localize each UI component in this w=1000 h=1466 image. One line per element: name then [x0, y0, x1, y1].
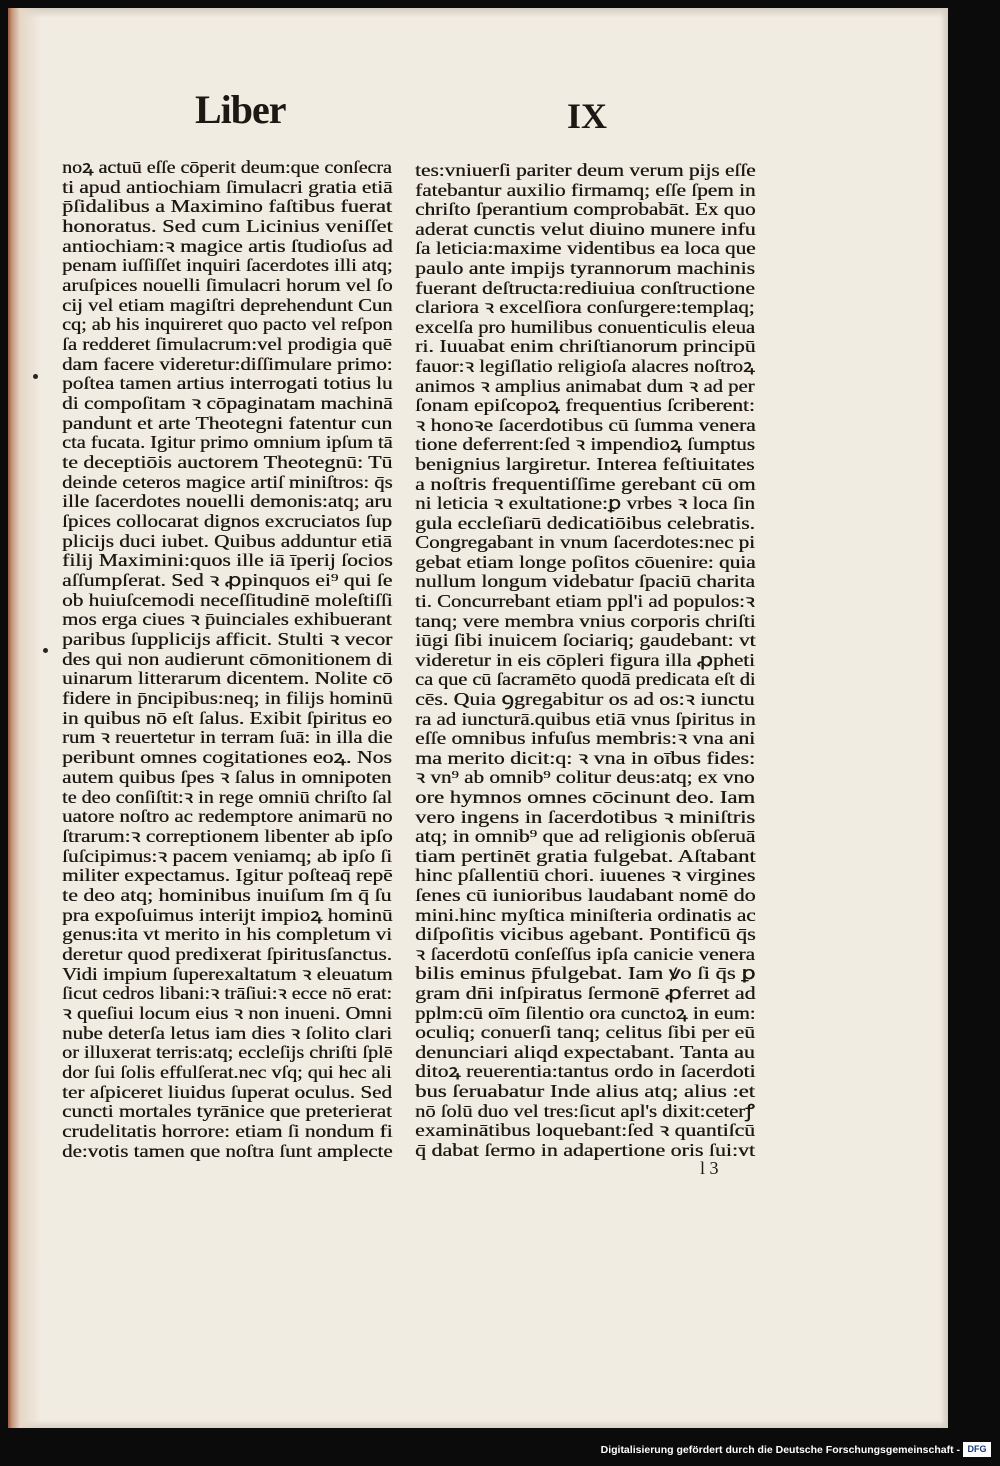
text-line	[415, 592, 755, 612]
line-text: uinarum litterarum dicentem. Nolite cō	[62, 668, 393, 689]
text-line	[62, 433, 392, 453]
text-line	[415, 337, 755, 357]
line-text: Congregabant in vnum ſacerdotes:nec pi	[415, 532, 755, 553]
line-text: ſuſcipimus:ꝛ pacem veniamq; ab ipſo ſi	[62, 845, 392, 866]
chapter-numeral: IX	[567, 96, 608, 136]
text-line	[62, 886, 392, 906]
line-text: genus:ita vt merito in his completum vi	[62, 924, 392, 945]
text-line	[415, 631, 755, 651]
line-text: peribunt omnes cogitationes eoꝝ. Nos	[62, 747, 392, 768]
text-line	[415, 964, 755, 984]
line-text: noꝝ actuū eſſe cōperit deum:que conſecra	[62, 157, 392, 177]
text-line	[62, 394, 392, 414]
text-line	[62, 610, 392, 630]
line-text: pandunt et arte Theotegni fatentur cun	[62, 412, 393, 433]
text-line	[62, 709, 392, 729]
text-line	[415, 239, 755, 259]
line-text: paribus ſupplicijs afficit. Stulti ꝛ vecor	[62, 629, 393, 650]
line-text: ra ad iuncturā.quibus etiā vnus ſpiritus in	[415, 708, 756, 729]
text-line	[62, 788, 392, 808]
line-text: cēs. Quia ꝯgregabitur os ad os:ꝛ iunctu	[415, 689, 755, 710]
text-line	[62, 1004, 392, 1024]
text-line	[415, 827, 755, 847]
line-text: gula eccleſiarū dedicatiōibus celebratis.	[415, 512, 755, 533]
text-line	[415, 475, 755, 495]
dfg-logo: DFG	[963, 1442, 991, 1457]
text-line	[415, 1102, 755, 1122]
text-line	[415, 866, 755, 886]
text-line	[62, 473, 392, 493]
line-text: or illuxerat terris:atq; eccleſijs chriſti ſplē	[62, 1042, 393, 1063]
line-text: q̄ dabat ſermo in adapertione oris ſui:vt	[415, 1139, 755, 1160]
text-line	[415, 298, 755, 318]
text-column-left	[62, 158, 392, 1161]
line-text: ꝛ vn⁹ ab omnib⁹ colitur deus:atq; ex vno	[415, 767, 755, 788]
text-line	[62, 748, 392, 768]
text-line	[62, 296, 392, 316]
line-text: cij vel etiam magiſtri deprehendunt Cun	[62, 294, 393, 315]
text-line	[62, 414, 392, 434]
text-line	[62, 965, 392, 985]
line-text: ſicut cedros libani:ꝛ trāſiui:ꝛ ecce nō erat:	[62, 983, 392, 1004]
text-line	[415, 925, 755, 945]
line-text: filij Maximini:quos ille iā īperij ſocios	[62, 550, 393, 571]
line-text: diſpoſitis vicibus agebant. Pontificū q̄s	[415, 924, 756, 945]
line-text: p̄ſidalibus a Maximino faſtibus fuerat	[62, 196, 392, 217]
line-text: animos ꝛ amplius animabat dum ꝛ ad per	[415, 375, 755, 396]
text-line	[415, 788, 755, 808]
line-text: ſtrarum:ꝛ correptionem libenter ab ipſo	[62, 825, 393, 846]
text-line	[415, 612, 755, 632]
line-text: mini.hinc myſtica miniſteria ordinatis ac	[415, 904, 756, 925]
line-text: ꝛ honoꝛe ſacerdotibus cū ſumma venera	[415, 414, 756, 435]
text-line	[415, 357, 755, 377]
line-text: nullum longum videbatur ſpaciū charita	[415, 571, 755, 592]
line-text: ſonam epiſcopoꝝ frequentius ſcriberent:	[415, 395, 755, 416]
text-line	[415, 1082, 755, 1102]
text-line	[415, 514, 755, 534]
digitization-credit: Digitalisierung gefördert durch die Deutsche Forschungsgemeinschaft -	[600, 1444, 960, 1456]
text-line	[62, 178, 392, 198]
text-line	[415, 572, 755, 592]
text-line	[62, 492, 392, 512]
line-text: antiochiam:ꝛ magice artis ſtudioſus ad	[62, 235, 393, 256]
text-line	[62, 984, 392, 1004]
text-line	[415, 181, 755, 201]
text-line	[62, 591, 392, 611]
text-line	[415, 984, 755, 1004]
line-text: aſſumpſerat. Sed ꝛ ꝓpinquos ei⁹ qui ſe	[62, 570, 393, 591]
line-text: videretur in eis cōpleri figura illa ꝓpheti	[415, 649, 755, 670]
line-text: de:votis tamen que noſtra ſunt amplecte	[62, 1140, 393, 1161]
text-line	[415, 670, 755, 690]
line-text: tione deferrent:ſed ꝛ impendioꝝ ſumptus	[415, 434, 755, 455]
text-line	[415, 161, 755, 181]
text-line	[415, 455, 755, 475]
text-line	[415, 494, 755, 514]
line-text: ꝛ ſacerdotū conſeſſus ipſa canicie venera	[415, 943, 755, 964]
line-text: tanq; vere membra vnius corporis chriſti	[415, 610, 756, 631]
text-line	[62, 158, 392, 178]
line-text: denunciari aliqd expectabant. Tanta au	[415, 1041, 755, 1062]
running-title: Liber	[195, 87, 286, 132]
line-text: dam facere videretur:diſſimulare primo:	[62, 353, 393, 374]
text-line	[62, 532, 392, 552]
line-text: ri. Iuuabat enim chriſtianorum principū	[415, 336, 756, 357]
text-line	[62, 847, 392, 867]
text-line	[62, 197, 392, 217]
line-text: cta fucata. Igitur primo omnium ipſum tā	[62, 432, 393, 453]
text-line	[62, 315, 392, 335]
text-line	[62, 1122, 392, 1142]
line-text: te deo conſiſtit:ꝛ in rege omniū chriſto ſal	[62, 786, 392, 807]
text-line	[415, 279, 755, 299]
line-text: uatore noſtro ac redemptore animarū no	[62, 806, 393, 827]
text-line	[62, 906, 392, 926]
line-text: fidere in p̄ncipibus:neq; in filijs hominū	[62, 688, 393, 709]
text-line	[415, 768, 755, 788]
line-text: ni leticia ꝛ exultatione:ꝑ vrbes ꝛ loca ſin	[415, 493, 755, 514]
line-text: gebat etiam longe poſitos cōuenire: quia	[415, 551, 756, 572]
line-text: fatebantur auxilio firmamq; eſſe ſpem in	[415, 179, 756, 200]
line-text: ditoꝝ reuerentia:tantus ordo in ſacerdoti	[415, 1061, 756, 1082]
text-line	[62, 630, 392, 650]
text-line	[62, 453, 392, 473]
line-text: Vidi impium ſuperexaltatum ꝛ eleuatum	[62, 963, 393, 984]
text-line	[415, 729, 755, 749]
text-line	[415, 259, 755, 279]
text-line	[415, 1043, 755, 1063]
line-text: in quibus nō eſt ſalus. Exibit ſpiritus eo	[62, 707, 392, 728]
line-text: ma merito dicit:q: ꝛ vna in oībus fides:	[415, 747, 755, 768]
text-line	[62, 1063, 392, 1083]
text-line	[415, 416, 755, 436]
text-line	[62, 217, 392, 237]
line-text: vero ingens in ſacerdotibus ꝛ miniſtris	[415, 806, 755, 827]
line-text: nō ſolū duo vel tres:ſicut apl's dixit:ceterꝭ	[415, 1100, 755, 1121]
line-text: bilis eminus p̄fulgebat. Iam ꝟo ſi q̄s ꝑ	[415, 963, 756, 984]
line-text: des qui non audierunt cōmonitionem di	[62, 648, 393, 669]
line-text: gram dn̄i inſpiratus ſermonē ꝓferret ad	[415, 982, 756, 1003]
line-text: ſa redderet ſimulacrum:vel prodigia quē	[62, 334, 392, 355]
line-text: poſtea tamen artius interrogati totius lu	[62, 373, 393, 394]
text-line	[62, 945, 392, 965]
text-line	[62, 866, 392, 886]
line-text: nube deterſa letus iam dies ꝛ ſolito clari	[62, 1022, 392, 1043]
line-text: dor ſui ſolis effulſerat.nec vſq; qui hec ali	[62, 1061, 392, 1082]
line-text: eſſe omnibus infuſus membris:ꝛ vna ani	[415, 728, 755, 749]
line-text: ille ſacerdotes nouelli demonis:atq; aru	[62, 491, 392, 512]
text-line	[62, 669, 392, 689]
signature-mark: l 3	[700, 1158, 719, 1178]
line-text: autem quibus ſpes ꝛ ſalus in omnipoten	[62, 766, 392, 787]
line-text: atq; in omnib⁹ que ad religionis obſeruā	[415, 826, 756, 847]
line-text: paulo ante impijs tyrannorum machinis	[415, 257, 755, 278]
line-text: cuncti mortales tyrānice que preterierat	[62, 1101, 392, 1122]
text-line	[415, 886, 755, 906]
margin-dot	[33, 374, 38, 379]
line-text: a noſtris frequentiſſime gerebant cū om	[415, 473, 756, 494]
line-text: di compoſitam ꝛ cōpaginatam machinā	[62, 393, 393, 414]
line-text: ſpices collocarat dignos excruciatos ſup	[62, 511, 392, 532]
text-line	[415, 1004, 755, 1024]
line-text: honoratus. Sed cum Licinius veniſſet	[62, 216, 393, 237]
text-line	[62, 237, 392, 257]
text-line	[62, 689, 392, 709]
line-text: tiam pertinēt gratia fulgebat. Aſtabant	[415, 845, 756, 866]
text-line	[62, 827, 392, 847]
text-line	[62, 768, 392, 788]
line-text: tes:vniuerſi pariter deum verum pijs eſſe	[415, 160, 756, 180]
line-text: rum ꝛ reuertetur in terram ſuā: in illa die	[62, 727, 393, 748]
line-text: ter aſpiceret liuidus ſuperat oculus. Sed	[62, 1081, 392, 1102]
text-line	[62, 1024, 392, 1044]
text-line	[415, 1023, 755, 1043]
line-text: oculiq; conuerſi tanq; celitus ſibi per eū	[415, 1022, 755, 1043]
text-line	[62, 512, 392, 532]
line-text: aruſpices nouelli ſimulacri horum vel ſo	[62, 275, 393, 296]
line-text: pplm:cū oīm ſilentio ora cunctoꝝ in eum:	[415, 1002, 756, 1023]
text-line	[415, 847, 755, 867]
text-line	[415, 200, 755, 220]
line-text: ꝛ queſiui locum eius ꝛ non inueni. Omni	[62, 1002, 393, 1023]
text-line	[62, 374, 392, 394]
line-text: ſa leticia:maxime videntibus ea loca que	[415, 238, 756, 259]
line-text: fauor:ꝛ legiſlatio religioſa alacres noſtroꝝ	[415, 355, 755, 376]
margin-dot	[43, 648, 48, 653]
text-line	[62, 925, 392, 945]
text-line	[62, 256, 392, 276]
text-line	[62, 1043, 392, 1063]
text-column-right	[415, 161, 755, 1160]
text-line	[415, 945, 755, 965]
line-text: ob huiuſcemodi neceſſitudinē moleſtiſſi	[62, 589, 393, 610]
line-text: ti. Concurrebant etiam ppl'i ad populos:ꝛ	[415, 591, 755, 612]
line-text: ore hymnos omnes cōcinunt deo. Iam	[415, 787, 755, 807]
line-text: clariora ꝛ excelſiora conſurgere:templaq;	[415, 297, 755, 318]
line-text: examinātibus loquebant:ſed ꝛ quantiſcū	[415, 1120, 755, 1141]
text-line	[415, 533, 755, 553]
line-text: ca que cū ſacramēto quodā predicata eſt di	[415, 669, 756, 690]
line-text: benignius largiretur. Interea feſtiuitates	[415, 453, 755, 474]
text-line	[415, 377, 755, 397]
line-text: crudelitatis horrore: etiam ſi nondum fi	[62, 1120, 393, 1141]
text-line	[415, 690, 755, 710]
line-text: ti apud antiochiam ſimulacri gratia etiā	[62, 176, 393, 197]
text-line	[415, 396, 755, 416]
line-text: cq; ab his inquireret quo pacto vel reſpon	[62, 314, 393, 335]
text-line	[415, 749, 755, 769]
text-line	[62, 650, 392, 670]
text-line	[62, 728, 392, 748]
text-line	[415, 651, 755, 671]
line-text: te deo atq; hominibus inuiſum ſm q̄ ſu	[62, 884, 392, 905]
text-line	[415, 808, 755, 828]
text-line	[62, 1102, 392, 1122]
line-text: pra expoſuimus interijt impioꝝ hominū	[62, 904, 393, 925]
line-text: deretur quod predixerat ſpiritusſanctus.	[62, 943, 392, 964]
text-line	[62, 335, 392, 355]
text-line	[415, 553, 755, 573]
line-text: bus ſeruabatur Inde alius atq; alius :et	[415, 1080, 755, 1101]
line-text: fuerant deſtructa:rediuiua conſtructione	[415, 277, 755, 298]
line-text: iūgi ſibi inuicem ſociariq; gaudebant: vt	[415, 630, 756, 651]
line-text: penam iuſſiſſet inquiri ſacerdotes illi atq;	[62, 255, 393, 276]
line-text: ſenes cū iunioribus laudabant nomē do	[415, 884, 756, 905]
line-text: hinc pſallentiū chori. iuuenes ꝛ virgines	[415, 865, 756, 886]
text-line	[62, 1142, 392, 1162]
text-line	[415, 1062, 755, 1082]
text-line	[415, 906, 755, 926]
text-line	[62, 276, 392, 296]
text-line	[62, 355, 392, 375]
line-text: militer expectamus. Igitur poſteaq̄ repē	[62, 865, 393, 886]
text-line	[62, 807, 392, 827]
text-line	[415, 220, 755, 240]
text-line	[62, 571, 392, 591]
line-text: te deceptiōis auctorem Theotegnū: Tū	[62, 452, 393, 473]
text-line	[62, 551, 392, 571]
line-text: excelſa pro humilibus conuenticulis eleua	[415, 316, 755, 337]
line-text: deinde ceteros magice artiſ miniſtros: q̄s	[62, 471, 393, 492]
text-line	[415, 710, 755, 730]
line-text: chriſto ſperantium comprobabāt. Ex quo	[415, 199, 756, 220]
text-line	[62, 1083, 392, 1103]
text-line	[415, 435, 755, 455]
line-text: plicijs duci iubet. Quibus adduntur etiā	[62, 530, 392, 551]
scanned-page	[8, 8, 948, 1428]
text-line	[415, 1121, 755, 1141]
line-text: aderat cunctis velut diuino munere infu	[415, 218, 756, 239]
line-text: mos erga ciues ꝛ p̄uinciales exhibuerant	[62, 609, 392, 630]
text-line	[415, 318, 755, 338]
